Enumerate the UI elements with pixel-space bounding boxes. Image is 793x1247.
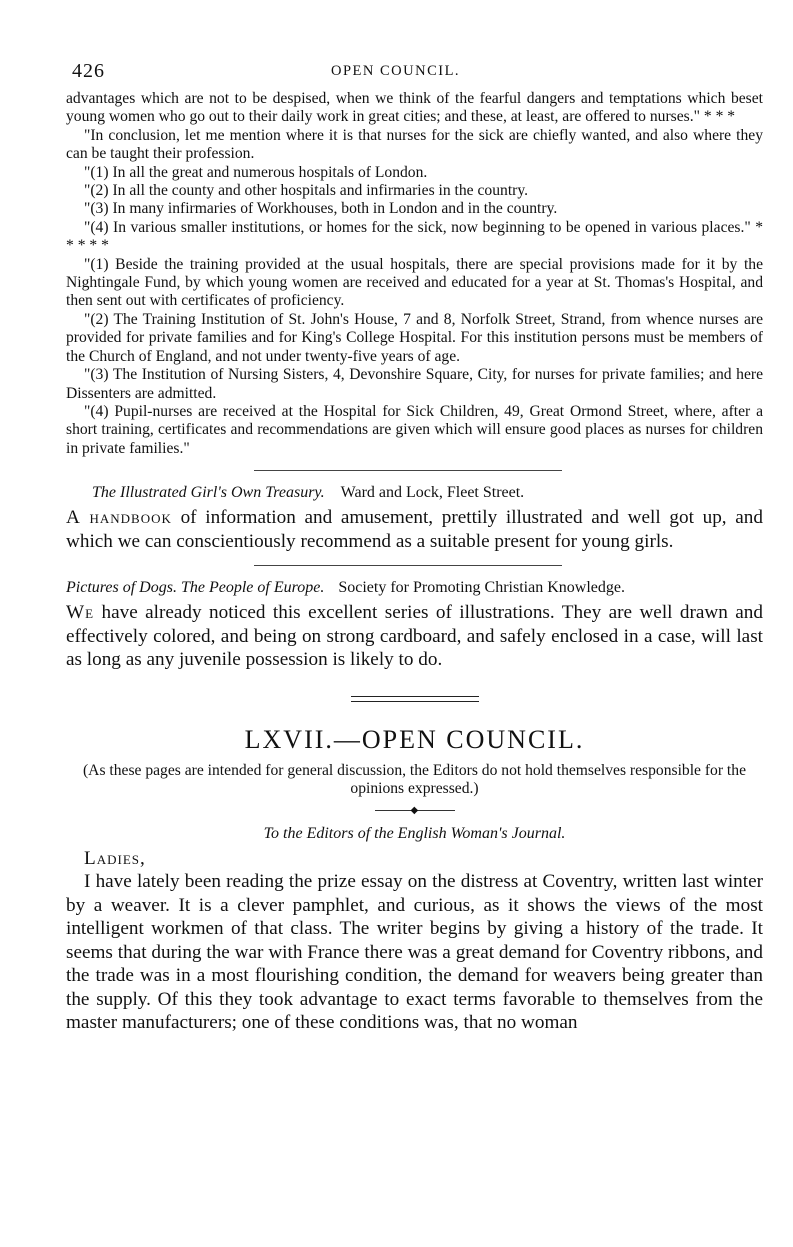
letter (66, 847, 763, 1035)
book-title: The Illustrated Girl's Own Treasury. (92, 484, 325, 502)
quote-paragraph: "(4) In various smaller institutions, or homes for the sick, now beginning to be opened in various places." * * * * * (66, 218, 763, 255)
quote-paragraph: "(2) In all the county and other hospitals and infirmaries in the country. (84, 182, 529, 200)
letter-salutation: Ladies, (84, 847, 146, 869)
book-publisher: Ward and Lock, Fleet Street. (340, 484, 525, 502)
quote-paragraph: "(3) The Institution of Nursing Sisters, 4, Devonshire Square, City, for nurses for private families; and here Dissenters are admitted. (66, 366, 763, 402)
letter-addressee: To the Editors of the English Woman's Journal. (263, 824, 566, 842)
running-head: OPEN COUNCIL. (331, 63, 461, 79)
letter-body: I have lately been reading the prize essay on the distress at Coventry, written last winter by a weaver. It is a clever pamphlet, and curious, as it shows the views of the most intelligent workmen of that class. The writer begins by giving a history of the trade. It seems that during the war with France there was a great demand for Coventry ribbons, and the trade was in a most flourishing condition, the demand for weavers being greater than the supply. Of this they took advantage to exact terms favorable to themselves from the master manufacturers; one of these conditions was, that no woman (66, 871, 763, 1034)
quote-paragraph: "(2) The Training Institution of St. John's House, 7 and 8, Norfolk Street, Strand, from whence nurses are provided for private families and for King's College Hospital. For this institution persons must be members of the Church of England, and not under twenty-five years of age. (66, 310, 763, 365)
book-review (66, 578, 763, 672)
book-title: Pictures of Dogs. The People of Europe. (66, 579, 325, 597)
section-divider (254, 565, 562, 566)
book-review-heading (66, 578, 763, 597)
double-rule-divider (351, 696, 479, 702)
review-lead-word: We (66, 602, 95, 624)
review-lead-word: A handbook (66, 507, 172, 529)
quote-paragraph: "(3) In many infirmaries of Workhouses, both in London and in the country. (84, 200, 558, 218)
book-review-text (66, 601, 763, 672)
quote-paragraph: "In conclusion, let me mention where it is that nurses for the sick are chiefly wanted, and also where they can be taught their profession. (66, 126, 763, 163)
section-divider (254, 470, 562, 471)
book-review (66, 483, 763, 553)
book-review-text (66, 506, 763, 553)
book-publisher: Society for Promoting Christian Knowledge. (338, 579, 625, 597)
page-header (66, 60, 763, 90)
quote-paragraph: advantages which are not to be despised, when we think of the fearful dangers and temptations which beset young women who go out to their daily work in great cities; and these, at least, are offered to nurses." * * * (66, 90, 763, 126)
page-number: 426 (72, 60, 105, 82)
quote-paragraph: "(1) Beside the training provided at the usual hospitals, there are special provisions made for it by the Nightingale Fund, by which young women are received and educated for a year at St. Thomas's Hospital, and then sent out with certificates of proficiency. (66, 255, 763, 310)
book-review-heading (66, 483, 763, 502)
diamond-ornament-icon: ◆ (410, 804, 419, 816)
section-title: LXVII.—OPEN COUNCIL. (244, 724, 585, 754)
review-body: have already noticed this excellent series of illustrations. They are well drawn and effectively colored, and being on strong cardboard, and safely enclosed in a case, will last as long as any juvenile possession is likely to do. (66, 602, 763, 671)
ornamental-rule (375, 805, 455, 817)
quote-paragraph: "(4) Pupil-nurses are received at the Hospital for Sick Children, 49, Great Ormond Street, where, after a short training, certificates and recommendations are given which will ensure good places as nurses for children in private families." (66, 402, 763, 457)
quoted-extract (66, 90, 763, 458)
quote-paragraph: "(1) In all the great and numerous hospitals of London. (84, 163, 428, 181)
review-body: of information and amusement, prettily illustrated and well got up, and which we can conscientiously recommend as a suitable present for young girls. (66, 507, 763, 552)
editorial-disclaimer: (As these pages are intended for general discussion, the Editors do not hold themselves responsible for the opinions expressed.) (82, 761, 746, 797)
